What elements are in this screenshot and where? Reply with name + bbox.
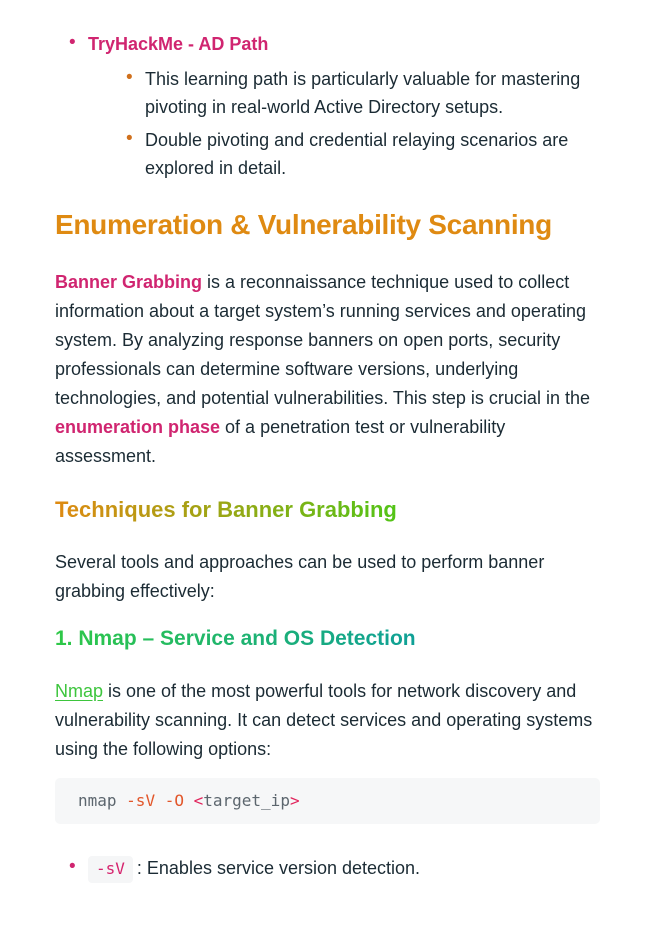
code-bracket-close: > — [289, 791, 300, 810]
subsection-heading-nmap: 1. Nmap – Service and OS Detection — [55, 627, 416, 650]
nmap-link[interactable]: Nmap — [55, 681, 104, 701]
enumeration-phase-term: enumeration phase — [55, 417, 221, 437]
resources-sub-list — [112, 65, 606, 182]
banner-grabbing-term: Banner Grabbing — [55, 272, 203, 292]
code-command: nmap — [78, 791, 127, 810]
code-argument: target_ip — [203, 791, 290, 810]
list-item — [55, 854, 606, 883]
list-item: • This learning path is particularly valuable for mastering pivoting in real-world Active Directory setups. — [112, 65, 606, 121]
list-item — [55, 30, 606, 182]
resource-title-tryhackme: TryHackMe - AD Path — [88, 34, 269, 54]
techniques-intro-paragraph: Several tools and approaches can be used to perform banner grabbing effectively: — [55, 552, 545, 601]
inline-code-sv: -sV — [88, 856, 133, 883]
list-item: • Double pivoting and credential relaying scenarios are explored in detail. — [112, 126, 606, 182]
nmap-paragraph — [55, 677, 606, 764]
code-flag-sv: -sV — [126, 791, 165, 810]
code-flag-o: -O — [164, 791, 194, 810]
flags-list — [55, 854, 606, 883]
section-heading-techniques: Techniques for Banner Grabbing — [55, 497, 397, 522]
intro-text-2: of a penetration test or vulnerability assessment. — [55, 417, 506, 466]
resources-list — [55, 30, 606, 182]
nmap-text: is one of the most powerful tools for network discovery and vulnerability scanning. It can detect services and operating systems using the following options: — [55, 681, 593, 759]
intro-text-1: is a reconnaissance technique used to collect information about a target system’s running services and operating system. By analyzing response banners on open ports, security professionals can determine software versions, underlying technologies, and potential vulnerabilities. This step is crucial in the — [55, 272, 590, 408]
page-title: Enumeration & Vulnerability Scanning — [55, 209, 552, 240]
intro-paragraph — [55, 268, 606, 471]
flag-description: : Enables service version detection. — [136, 858, 421, 878]
code-bracket-open: < — [193, 791, 204, 810]
code-block — [55, 778, 600, 824]
